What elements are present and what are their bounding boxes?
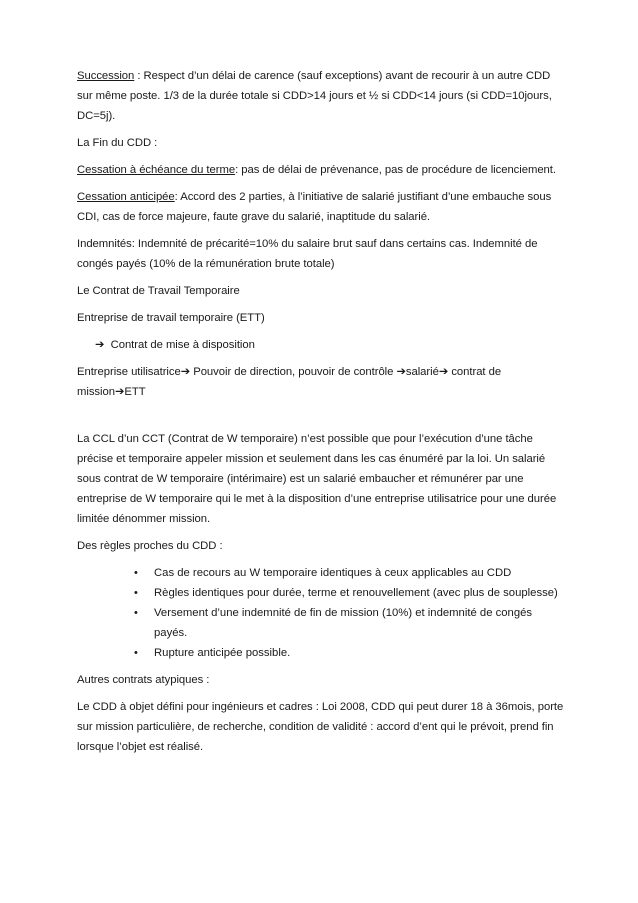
cessation-anticipee-label: Cessation anticipée bbox=[77, 191, 175, 203]
contrat-mise-line bbox=[77, 335, 567, 355]
bullet-icon: • bbox=[134, 567, 138, 579]
ett-heading: Entreprise de travail temporaire (ETT) bbox=[77, 312, 265, 324]
bullet-icon: • bbox=[134, 587, 138, 599]
cessation-anticipee-paragraph bbox=[77, 187, 567, 227]
list-item bbox=[77, 583, 567, 603]
arrow-right-icon: ➔ bbox=[438, 366, 449, 378]
list-item-text: Versement d’une indemnité de fin de mission (10%) et indemnité de congés payés. bbox=[154, 607, 533, 639]
cdd-objet-paragraph: Le CDD à objet défini pour ingénieurs et cadres : Loi 2008, CDD qui peut durer 18 à 36mois, porte sur mission particulière, de recherche, condition de validité : accord d’ent qui le prévoit, prend fin lorsque l’objet est réalisé. bbox=[77, 701, 564, 753]
autres-heading: Autres contrats atypiques : bbox=[77, 674, 210, 686]
document-page bbox=[77, 66, 567, 757]
contrat-mise-text: Contrat de mise à disposition bbox=[110, 339, 255, 351]
arrow-right-icon: ➔ bbox=[95, 339, 105, 351]
fin-cdd-heading: La Fin du CDD : bbox=[77, 137, 158, 149]
arrow-right-icon: ➔ bbox=[114, 386, 125, 398]
arrow-right-icon: ➔ bbox=[396, 366, 406, 378]
succession-text: : Respect d’un délai de carence (sauf exceptions) avant de recourir à un autre CDD sur même poste. 1/3 de la durée totale si CDD>14 jours et ½ si CDD<14 jours (si CDD=10jours, DC=5j). bbox=[77, 70, 552, 122]
ccl-paragraph: La CCL d’un CCT (Contrat de W temporaire) n’est possible que pour l’exécution d’une tâche précise et temporaire appeler mission et seulement dans les cas énuméré par la loi. Un salarié sous contrat de W temporaire (intérimaire) est un salarié embaucher et rémunérer par une entreprise de W temporaire qui le met à la disposition d’une entreprise utilisatrice pour une durée limitée dénommer mission. bbox=[77, 433, 557, 525]
cessation-terme-label: Cessation à échéance du terme bbox=[77, 164, 236, 176]
succession-label: Succession bbox=[77, 70, 135, 82]
list-item bbox=[77, 603, 567, 643]
cessation-terme-paragraph bbox=[77, 160, 567, 180]
bullet-icon: • bbox=[134, 647, 138, 659]
eu-part2: Pouvoir de direction, pouvoir de contrôle bbox=[190, 366, 397, 378]
list-item bbox=[77, 643, 567, 663]
list-item-text: Règles identiques pour durée, terme et renouvellement (avec plus de souplesse) bbox=[154, 587, 558, 599]
list-item-text: Cas de recours au W temporaire identiques à ceux applicables au CDD bbox=[154, 567, 512, 579]
indemnites-paragraph: Indemnités: Indemnité de précarité=10% du salaire brut sauf dans certains cas. Indemnité de congés payés (10% de la rémunération brute totale) bbox=[77, 238, 538, 270]
eu-part5: ETT bbox=[124, 386, 146, 398]
regles-list bbox=[77, 563, 567, 663]
succession-paragraph bbox=[77, 66, 567, 126]
list-item bbox=[77, 563, 567, 583]
entreprise-utilisatrice-line bbox=[77, 362, 567, 402]
arrow-right-icon: ➔ bbox=[180, 366, 191, 378]
bullet-icon: • bbox=[134, 607, 138, 619]
cessation-terme-text: : pas de délai de prévenance, pas de procédure de licenciement. bbox=[235, 164, 556, 176]
eu-part1: Entreprise utilisatrice bbox=[77, 366, 181, 378]
regles-heading: Des règles proches du CDD : bbox=[77, 540, 223, 552]
list-item-text: Rupture anticipée possible. bbox=[154, 647, 291, 659]
cessation-anticipee-text: : Accord des 2 parties, à l’initiative de salarié justifiant d’une embauche sous CDI, cas de force majeure, faute grave du salarié, inaptitude du salarié. bbox=[77, 191, 552, 223]
eu-part4: contrat de mission bbox=[77, 366, 502, 398]
eu-part3: salarié bbox=[405, 366, 439, 378]
contrat-temporaire-heading: Le Contrat de Travail Temporaire bbox=[77, 285, 240, 297]
